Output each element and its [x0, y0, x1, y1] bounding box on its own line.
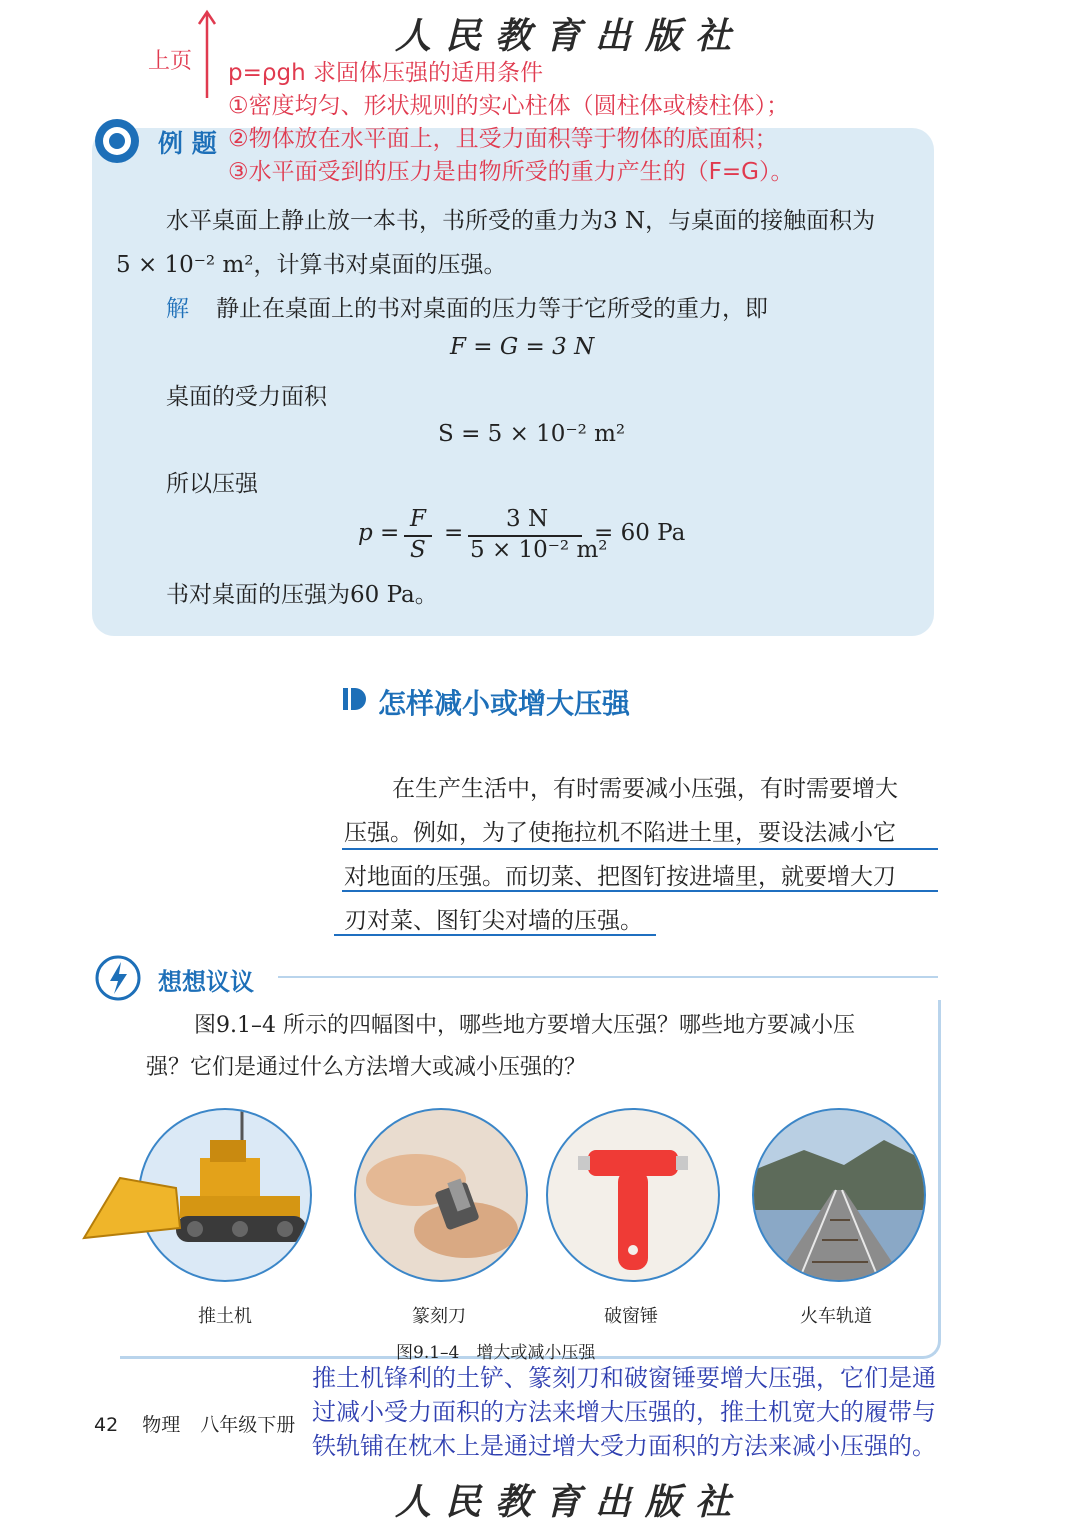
- fraction-1-numerator: F: [410, 506, 426, 532]
- discussion-title: 想想议议: [158, 968, 254, 996]
- discussion-line-2: 强？它们是通过什么方法增大或减小压强的？: [146, 1055, 587, 1080]
- blue-note-line-3: 铁轨铺在枕木上是通过增大受力面积的方法来减小压强的。: [312, 1432, 936, 1460]
- caption-window-hammer: 破窗锤: [604, 1306, 658, 1327]
- lightning-bulb-icon: [94, 954, 142, 1002]
- caption-bulldozer: 推土机: [198, 1306, 252, 1327]
- railway-track-icon: [754, 1110, 924, 1280]
- problem-line-2: 5 × 10⁻² m²，计算书对桌面的压强。: [116, 252, 507, 278]
- target-icon: [92, 116, 142, 166]
- section-marker-icon: [342, 686, 366, 712]
- fraction-1-denominator: S: [410, 537, 426, 563]
- grade-label: 八年级下册: [200, 1414, 296, 1436]
- section-para-line-3: 对地面的压强。而切菜、把图钉按进墙里，就要增大刀: [344, 864, 896, 890]
- bulldozer-blade-icon: [80, 1168, 190, 1248]
- discussion-rule: [278, 976, 938, 978]
- solution-label: 解: [166, 296, 189, 322]
- red-note-line-2: ①密度均匀、形状规则的实心柱体（圆柱体或棱柱体）；: [228, 93, 790, 119]
- problem-line-1: 水平桌面上静止放一本书，书所受的重力为3 N，与桌面的接触面积为: [166, 208, 876, 234]
- figure-caption: 图9.1–4 增大或减小压强: [396, 1343, 596, 1363]
- conclusion: 书对桌面的压强为60 Pa。: [166, 582, 438, 608]
- page-footer: [94, 1410, 295, 1437]
- blue-note-line-2: 过减小受力面积的方法来增大压强的，推土机宽大的履带与: [312, 1398, 936, 1426]
- fraction-2-numerator: 3 N: [506, 506, 549, 532]
- equation-area: S = 5 × 10⁻² m²: [438, 421, 626, 447]
- example-label: 例 题: [158, 129, 217, 158]
- section-title: 怎样减小或增大压强: [378, 687, 631, 720]
- fraction-2-denominator: 5 × 10⁻² m²: [470, 537, 608, 563]
- note-underline-3: [334, 934, 656, 936]
- area-label: 桌面的受力面积: [166, 384, 327, 410]
- subject-label: 物理: [142, 1414, 181, 1436]
- window-hammer-image: [546, 1108, 720, 1282]
- discussion-line-1: 图9.1–4 所示的四幅图中，哪些地方要增大压强？哪些地方要减小压: [194, 1013, 855, 1038]
- up-label-note: 上页: [148, 49, 193, 74]
- caption-carving-knife: 篆刻刀: [412, 1306, 466, 1327]
- up-arrow-icon: [196, 8, 218, 100]
- solution-intro: 静止在桌面上的书对桌面的压力等于它所受的重力，即: [216, 296, 768, 322]
- railway-track-image: [752, 1108, 926, 1282]
- red-note-line-1: p=ρgh 求固体压强的适用条件: [228, 60, 543, 86]
- blue-note-line-1: 推土机锋利的土铲、篆刻刀和破窗锤要增大压强，它们是通: [312, 1364, 936, 1392]
- caption-railway-track: 火车轨道: [800, 1306, 872, 1327]
- section-para-line-2: 压强。例如，为了使拖拉机不陷进土里，要设法减小它: [344, 820, 896, 846]
- carving-knife-image: [354, 1108, 528, 1282]
- red-note-line-3: ②物体放在水平面上，且受力面积等于物体的底面积；: [228, 126, 778, 152]
- publisher-watermark-top: 人民教育出版社: [395, 15, 746, 57]
- note-underline-2: [342, 890, 938, 892]
- carving-knife-icon: [356, 1110, 526, 1280]
- section-para-line-4: 刃对菜、图钉尖对墙的压强。: [344, 908, 643, 934]
- equation-equals: =: [444, 520, 464, 546]
- red-note-line-4: ③水平面受到的压力是由物所受的重力产生的（F=G）。: [228, 159, 794, 185]
- publisher-watermark-bottom: 人民教育出版社: [395, 1481, 746, 1523]
- equation-result: = 60 Pa: [594, 520, 686, 546]
- page-number: 42: [94, 1414, 119, 1436]
- section-para-line-1: 在生产生活中，有时需要减小压强，有时需要增大: [392, 776, 898, 802]
- window-hammer-icon: [548, 1110, 718, 1280]
- equation-force: F = G = 3 N: [450, 334, 595, 360]
- note-underline-1: [342, 848, 938, 850]
- equation-lhs: p =: [358, 520, 400, 546]
- pressure-label: 所以压强: [166, 471, 258, 497]
